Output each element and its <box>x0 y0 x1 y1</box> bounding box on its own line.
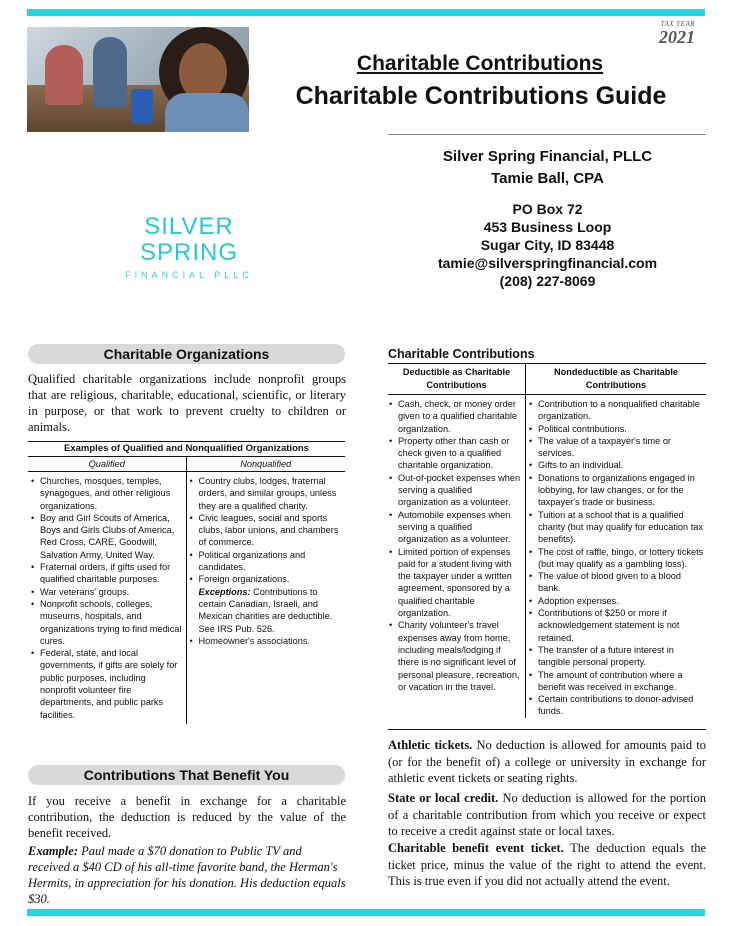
list-item-text: Foreign organizations. <box>198 574 290 585</box>
list-item <box>189 573 343 634</box>
firm-block <box>400 146 695 190</box>
list-item: • The cost of raffle, bingo, or lottery tickets (but may qualify as a gambling loss). <box>528 546 706 571</box>
list-item: • Boy and Girl Scouts of America, Boys and Girls Clubs of America, Red Cross, CARE, Goodwill, Salvation Army, United Way. <box>30 512 183 561</box>
col-nonqualified: Nonqualified <box>240 459 292 469</box>
logo-main: SILVER SPRING <box>139 213 238 266</box>
list-item: • The transfer of a future interest in tangible personal property. <box>528 644 706 669</box>
deductible-list <box>388 395 526 718</box>
note-label: Charitable benefit event ticket. <box>388 841 564 855</box>
email-link[interactable]: tamie@silverspringfinancial.com <box>437 255 658 271</box>
page-title: Charitable Contributions Guide <box>295 82 667 110</box>
col-nondeductible: Nondeductible as Charitable Contributions <box>553 367 679 390</box>
list-item: • Contribution to a nonqualified charitable organization. <box>528 398 706 423</box>
list-item: • Political contributions. <box>528 423 706 435</box>
nondeductible-list <box>526 395 706 718</box>
col-qualified: Qualified <box>28 457 187 471</box>
list-item: • The amount of contribution where a benefit was received in exchange. <box>528 669 706 694</box>
list-item: • Limited portion of expenses paid for a student living with the taxpayer under a written agreement, sponsored by a qualified charitable organization. <box>388 546 523 620</box>
examples-title: Examples of Qualified and Nonqualified Organizations <box>28 441 345 457</box>
list-item: • Automobile expenses when serving a qualified organization as a volunteer. <box>388 509 523 546</box>
orgs-examples-table <box>28 441 345 724</box>
contrib-heading: Charitable Contributions <box>388 347 535 361</box>
address-line: 453 Business Loop <box>483 219 612 235</box>
list-item: • Country clubs, lodges, fraternal orders, and similar groups, unless they are a qualified charity. <box>189 475 343 512</box>
orgs-heading: Charitable Organizations <box>28 344 345 364</box>
note-label: Athletic tickets. <box>388 738 473 752</box>
exceptions-label: Exceptions: <box>198 586 251 597</box>
tax-year-badge <box>600 20 695 46</box>
logo-sub: FINANCIAL PLLC <box>125 270 253 280</box>
list-item: • Cash, check, or money order given to a qualified charitable organization. <box>388 398 523 435</box>
list-item: • Adoption expenses. <box>528 595 706 607</box>
benefit-text: If you receive a benefit in exchange for a charitable contribution, the deduction is reduced by the value of the benefit received. <box>28 794 346 840</box>
contrib-table-bottom-rule <box>388 729 706 730</box>
benefit-heading: Contributions That Benefit You <box>28 765 345 785</box>
list-item: • Charity volunteer's travel expenses away from home, including meals/lodging if there is no significant level of personal pleasure, recreation, or vacation in the travel. <box>388 619 523 693</box>
qualified-list <box>28 472 187 724</box>
note-label: State or local credit. <box>388 791 499 805</box>
list-item: • Gifts to an individual. <box>528 459 706 471</box>
orgs-intro: Qualified charitable organizations include nonprofit groups that are religious, charitable, educational, scientific, or literary in purpose, or that work to prevent cruelty to children or animals. <box>28 372 346 434</box>
note-text: No deduction is allowed for amounts paid to (or for the benefit of) a college or university in exchange for athletic event tickets or seating rights. <box>388 738 706 785</box>
list-item: • The value of a taxpayer's time or services. <box>528 435 706 460</box>
title-divider <box>388 134 706 135</box>
firm-name: Silver Spring Financial, PLLC <box>442 148 653 165</box>
address-line: Sugar City, ID 83448 <box>480 237 615 253</box>
tax-year-label: TAX YEAR <box>660 20 695 28</box>
note-state-credit <box>388 790 706 840</box>
tax-year-value: 2021 <box>659 27 695 47</box>
list-item: • Nonprofit schools, colleges, museums, hospitals, and organizations trying to find medical cures. <box>30 598 183 647</box>
address-line: PO Box 72 <box>512 201 583 217</box>
photo-girl-body <box>165 93 249 132</box>
list-item: • Churches, mosques, temples, synagogues, and other religious organizations. <box>30 475 183 512</box>
list-item: • Property other than cash or check given to a qualified charitable organization. <box>388 435 523 472</box>
page-subtitle: Charitable Contributions <box>356 52 604 75</box>
firm-logo <box>104 214 274 280</box>
example-label: Example: <box>28 844 78 858</box>
note-text: The deduction equals the ticket price, minus the value of the right to attend the event. This is true even if you did not actually attend the event. <box>388 841 706 888</box>
contrib-table <box>388 363 706 718</box>
photo-cup <box>131 89 153 123</box>
list-item: • Out-of-pocket expenses when serving a qualified organization as a volunteer. <box>388 472 523 509</box>
firm-address <box>400 200 695 290</box>
list-item: • Certain contributions to donor-advised funds. <box>528 693 706 718</box>
exceptions-text: Contributions to certain Canadian, Israeli, and Mexican charities are deductible. See IRS Pub. 526. <box>198 586 333 634</box>
list-item: • Contributions of $250 or more if acknowledgement statement is not retained. <box>528 607 706 644</box>
list-item: • Tuition at a school that is a qualified charity (but may qualify for education tax benefits). <box>528 509 706 546</box>
list-item: • Civic leagues, social and sports clubs, labor unions, and chambers of commerce. <box>189 512 343 549</box>
col-deductible: Deductible as Charitable Contributions <box>388 364 526 394</box>
list-item: • Fraternal orders, if gifts used for qualified charitable purposes. <box>30 561 183 586</box>
list-item: • War veterans' groups. <box>30 586 183 598</box>
exceptions-note <box>199 586 343 635</box>
bottom-accent-bar <box>27 909 705 916</box>
firm-person: Tamie Ball, CPA <box>491 170 604 187</box>
list-item: • Political organizations and candidates. <box>189 549 343 574</box>
benefit-example <box>28 843 346 907</box>
list-item: • Donations to organizations engaged in lobbying, for law changes, or for the taxpayer's trade or business. <box>528 472 706 509</box>
note-benefit-ticket <box>388 840 706 890</box>
header-photo <box>27 27 249 132</box>
note-text: No deduction is allowed for the portion of a charitable contribution from which you receive or expect to receive a credit against state or local taxes. <box>388 791 706 838</box>
phone-number: (208) 227-8069 <box>499 273 596 289</box>
photo-volunteer <box>45 45 83 105</box>
example-text: Paul made a $70 donation to Public TV and received a $40 CD of his all-time favorite band, the Herman's Hermits, in appreciation for his donation. His deduction equals $30. <box>28 844 346 906</box>
list-item: • The value of blood given to a blood bank. <box>528 570 706 595</box>
list-item: • Federal, state, and local governments, if gifts are solely for public purposes, including nonprofit volunteer fire departments, and public parks facilities. <box>30 647 183 721</box>
note-athletic <box>388 737 706 787</box>
nonqualified-list <box>187 472 346 724</box>
top-accent-bar <box>27 9 705 16</box>
photo-volunteer <box>93 37 127 107</box>
list-item: • Homeowner's associations. <box>189 635 343 647</box>
